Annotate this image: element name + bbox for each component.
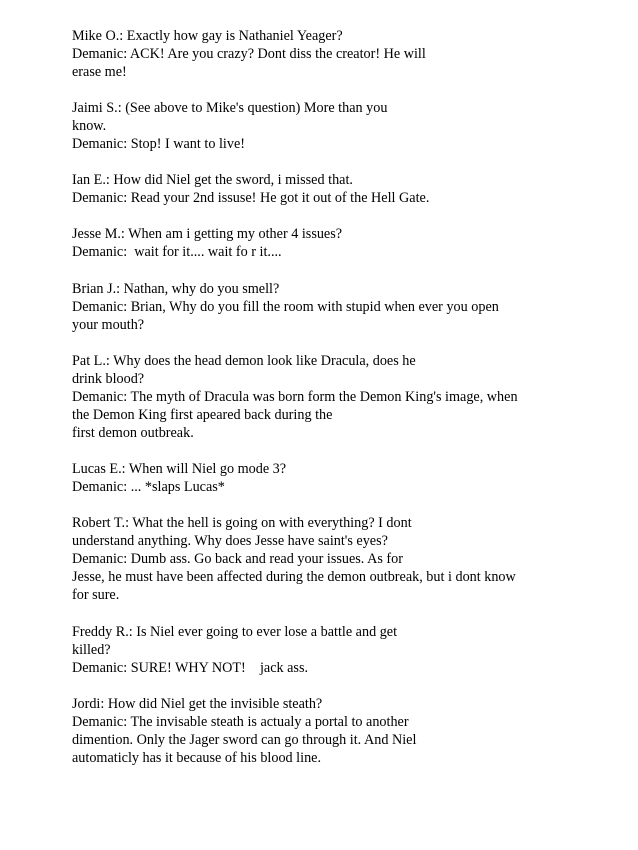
text-line: Demanic: ACK! Are you crazy? Dont diss the creator! He will <box>72 46 426 62</box>
text-line: dimention. Only the Jager sword can go through it. And Niel <box>72 732 417 748</box>
text-line: understand anything. Why does Jesse have saint's eyes? <box>72 533 388 549</box>
text-line: first demon outbreak. <box>72 425 194 441</box>
text-line: Jesse M.: When am i getting my other 4 issues? <box>72 226 343 242</box>
text-line: drink blood? <box>72 371 145 387</box>
text-line: Demanic: The invisable steath is actualy a portal to another <box>72 714 409 730</box>
text-line: Ian E.: How did Niel get the sword, i missed that. <box>72 172 353 188</box>
text-line: Freddy R.: Is Niel ever going to ever lose a battle and get <box>72 624 398 640</box>
text-line: Demanic: SURE! WHY NOT! jack ass. <box>72 660 309 676</box>
text-line: know. <box>72 118 107 134</box>
text-line: Demanic: Stop! I want to live! <box>72 136 245 152</box>
text-line: erase me! <box>72 64 127 80</box>
text-line: Pat L.: Why does the head demon look like Dracula, does he <box>72 353 416 369</box>
text-line: Demanic: The myth of Dracula was born form the Demon King's image, when <box>72 389 518 405</box>
text-line: Mike O.: Exactly how gay is Nathaniel Yeager? <box>72 28 343 44</box>
text-line: Jaimi S.: (See above to Mike's question) More than you <box>72 100 388 116</box>
text-line: Demanic: Dumb ass. Go back and read your issues. As for <box>72 551 403 567</box>
text-line: Robert T.: What the hell is going on with everything? I dont <box>72 515 412 531</box>
text-line: automaticly has it because of his blood line. <box>72 750 322 766</box>
text-line: Demanic: Brian, Why do you fill the room with stupid when ever you open <box>72 299 499 315</box>
text-line: Jordi: How did Niel get the invisible steath? <box>72 696 323 712</box>
text-line: the Demon King first apeared back during the <box>72 407 333 423</box>
text-line: Jesse, he must have been affected during the demon outbreak, but i dont know <box>72 569 516 585</box>
text-line: Demanic: ... *slaps Lucas* <box>72 479 225 495</box>
text-line: your mouth? <box>72 317 145 333</box>
text-line: Demanic: wait for it.... wait fo r it.... <box>72 244 282 260</box>
text-line: Brian J.: Nathan, why do you smell? <box>72 281 280 297</box>
text-line: killed? <box>72 642 111 658</box>
text-line: Demanic: Read your 2nd issuse! He got it out of the Hell Gate. <box>72 190 430 206</box>
text-line: for sure. <box>72 587 120 603</box>
text-line: Lucas E.: When will Niel go mode 3? <box>72 461 287 477</box>
